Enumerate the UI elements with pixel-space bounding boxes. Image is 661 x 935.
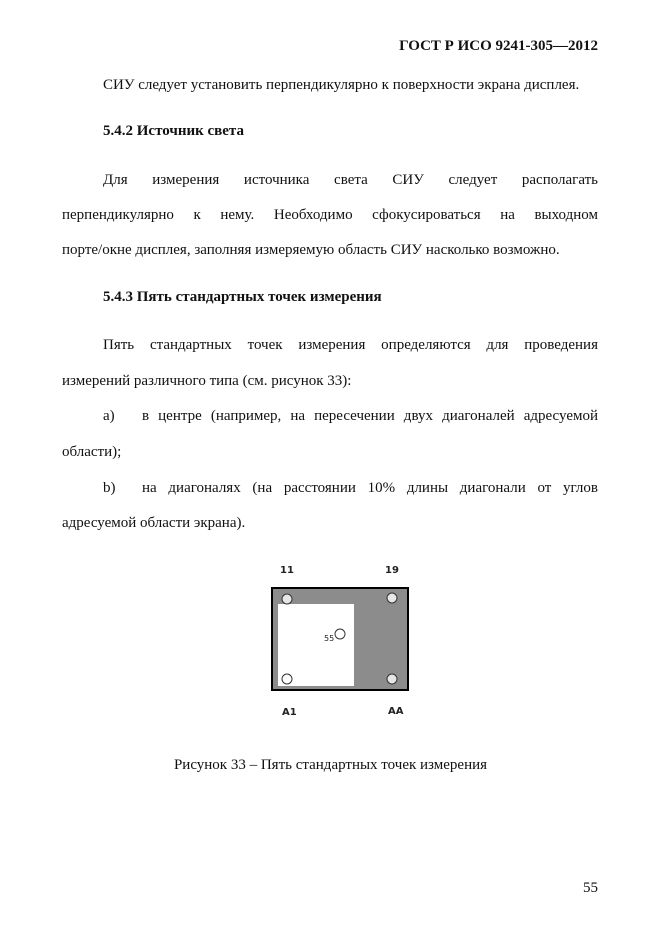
page-number: 55 [583, 880, 598, 896]
list-item-a-line-1: в центре (например, на пересечении двух диагоналей адресуемой [142, 408, 598, 424]
section-heading-5-4-2: 5.4.2 Источник света [103, 123, 244, 139]
list-item-b-letter: b) [103, 480, 116, 496]
label-center: 55 [324, 634, 335, 643]
section-5-4-3-line-1: Пять стандартных точек измерения определяются для проведения [103, 337, 598, 353]
label-bottom-left: A1 [282, 707, 297, 718]
point-11-marker [282, 594, 292, 604]
point-19-marker [387, 593, 397, 603]
point-55-marker [335, 629, 345, 639]
label-top-left: 11 [280, 565, 294, 576]
section-5-4-3-line-2: измерений различного типа (см. рисунок 33): [62, 373, 352, 389]
section-5-4-2-line-2: перпендикулярно к нему. Необходимо сфокусироваться на выходном [62, 207, 598, 223]
section-5-4-2-line-3: порте/окне дисплея, заполняя измеряемую область СИУ насколько возможно. [62, 242, 560, 258]
list-item-b-line-2: адресуемой области экрана). [62, 515, 246, 531]
point-aa-marker [387, 674, 397, 684]
label-bottom-right: AA [388, 706, 404, 717]
point-a1-marker [282, 674, 292, 684]
section-5-4-2-line-1: Для измерения источника света СИУ следует располагать [103, 172, 598, 188]
addressable-window [278, 604, 354, 686]
section-heading-5-4-3: 5.4.3 Пять стандартных точек измерения [103, 289, 382, 305]
list-item-a-letter: a) [103, 408, 115, 424]
intro-paragraph: СИУ следует установить перпендикулярно к поверхности экрана дисплея. [103, 77, 580, 93]
label-top-right: 19 [385, 565, 399, 576]
document-header: ГОСТ Р ИСО 9241-305—2012 [399, 38, 598, 54]
figure-caption: Рисунок 33 – Пять стандартных точек измерения [173, 757, 488, 773]
list-item-b-line-1: на диагоналях (на расстоянии 10% длины диагонали от углов [142, 480, 598, 496]
list-item-a-line-2: области); [62, 444, 122, 460]
